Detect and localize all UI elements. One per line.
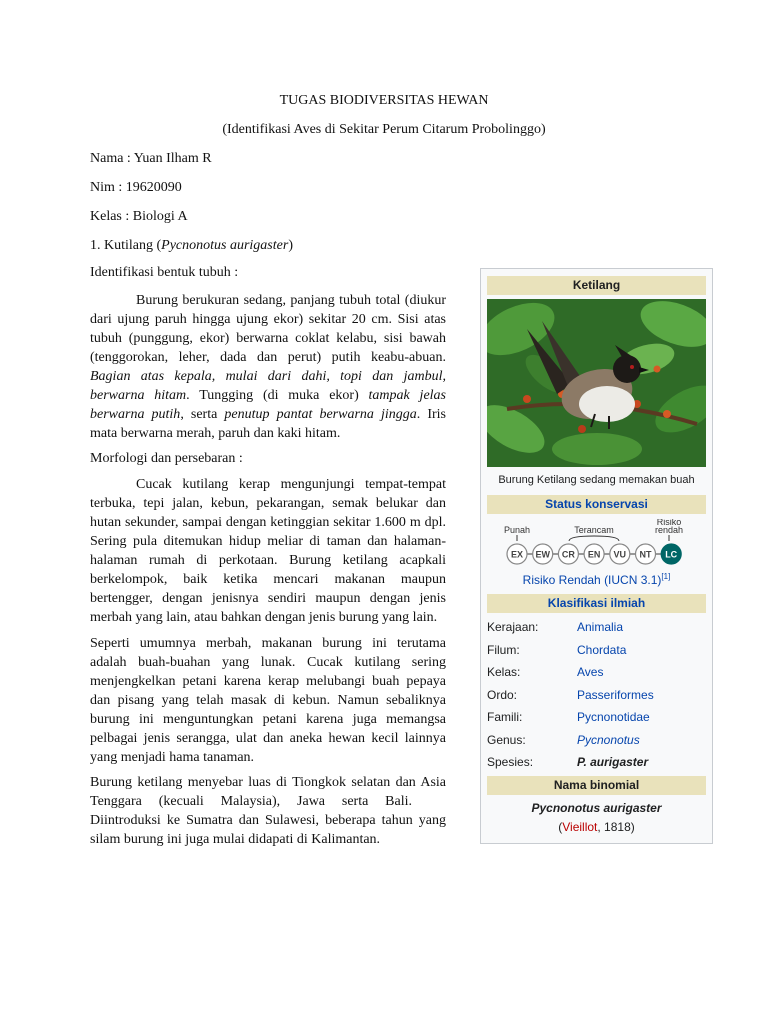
classification-value[interactable]: Chordata xyxy=(577,642,627,657)
classification-rank: Famili: xyxy=(487,710,523,724)
status-code-nt: NT xyxy=(639,549,652,560)
classification-value[interactable]: Pycnonotidae xyxy=(577,710,650,724)
classification-row xyxy=(487,665,706,683)
authority-open: ( xyxy=(558,820,563,834)
classification-header[interactable]: Klasifikasi ilmiah xyxy=(487,594,706,613)
species-prefix: 1. Kutilang ( xyxy=(90,238,162,253)
identification-heading: Identifikasi bentuk tubuh : xyxy=(90,265,239,280)
classification-rank: Spesies: xyxy=(487,755,534,769)
binomial-header: Nama binomial xyxy=(487,776,706,795)
p1-italic-b: Bagian atas kepala, mulai dari dahi, topi dan jambul, berwarna hitam xyxy=(90,369,446,403)
classification-row xyxy=(487,688,706,706)
classification-value[interactable]: Passeriformes xyxy=(577,687,654,702)
p1-text-c: . Tungging (di muka ekor) xyxy=(186,388,369,403)
document-title: TUGAS BIODIVERSITAS HEWAN xyxy=(279,93,489,108)
status-code-cr: CR xyxy=(561,549,575,560)
distribution-paragraph xyxy=(90,773,446,849)
classification-rank: Kelas: xyxy=(487,665,521,679)
identification-paragraph xyxy=(90,291,446,443)
scale-label-rendah: rendah xyxy=(654,525,684,535)
classification-row xyxy=(487,643,706,661)
morphology-heading: Morfologi dan persebaran : xyxy=(90,451,243,466)
p2-text: Cucak kutilang kerap mengunjungi tempat-tempat terbuka, tepi jalan, kebun, pekarangan, semak belukar dan hutan sekunder, sampai dengan ketinggian sekitar 1.600 m dpl. Sering pula ditemukan hidup meliar di taman dan halaman-halaman rumah di perkotaan. Burung ketilang acapkali berkelompok, baik ketika mencari makanan maupun bertengger, dengan jenisnya sendiri maupun dengan jenis merbah yang lain, atau bahkan dengan jenis burung yang lain. xyxy=(90,477,446,625)
student-class: Kelas : Biologi A xyxy=(90,209,188,224)
p1-text-g: . Iris mata berwarna merah, paruh dan kaki hitam. xyxy=(90,407,446,441)
p4-text-a: Burung ketilang menyebar luas di Tiongkok selatan dan Asia Tenggara (kecuali Malaysia), Jawa serta Bali. xyxy=(90,775,446,809)
p1-italic-f: penutup pantat berwarna jingga xyxy=(224,407,417,422)
student-name: Nama : Yuan Ilham R xyxy=(90,151,212,166)
classification-value[interactable]: Pycnonotus xyxy=(577,732,640,747)
risk-status-line xyxy=(481,572,712,587)
diet-paragraph: Seperti umumnya merbah, makanan burung ini terutama adalah buah-buahan yang lunak. Cucak kutilang sering menjengkelkan petani karena kerap melubangi buah pepaya dan pisang yang telah masak di kebun. Namun sebaliknya burung ini menguntungkan petani karena juga memangsa pelbagai jenis serangga, ulat dan aneka hewan kecil lainnya yang menjadi hama tanaman. xyxy=(90,636,446,765)
species-suffix: ) xyxy=(288,238,293,253)
p1-italic-d: tampak jelas berwarna putih xyxy=(90,388,447,422)
status-code-lc: LC xyxy=(665,549,678,560)
authority-year: , 1818) xyxy=(597,820,635,834)
classification-value[interactable]: Animalia xyxy=(577,620,624,634)
document-subtitle: (Identifikasi Aves di Sekitar Perum Citarum Probolinggo) xyxy=(222,122,546,137)
classification-rank: Filum: xyxy=(487,642,520,657)
scale-label-terancam: Terancam xyxy=(574,525,614,535)
classification-row xyxy=(487,755,706,773)
taxobox-title: Ketilang xyxy=(487,276,706,295)
iucn-source[interactable]: (IUCN 3.1) xyxy=(604,573,662,587)
status-code-ex: EX xyxy=(510,549,524,560)
classification-rank: Genus: xyxy=(487,732,526,747)
p4-text-b: Diintroduksi ke Sumatra dan Sulawesi, beberapa tahun yang silam burung ini juga mulai didapati di Kalimantan. xyxy=(90,813,446,847)
p1-text-e: , serta xyxy=(180,407,225,422)
species-latin-name: Pycnonotus aurigaster xyxy=(161,238,289,253)
classification-row xyxy=(487,710,706,728)
status-code-ew: EW xyxy=(535,549,550,560)
classification-rank: Ordo: xyxy=(487,687,518,702)
student-nim: Nim : 19620090 xyxy=(90,180,182,195)
scale-label-punah: Punah xyxy=(503,525,531,535)
binomial-authority xyxy=(481,820,712,834)
species-heading xyxy=(90,238,293,254)
authority-link[interactable]: Vieillot xyxy=(562,820,598,834)
p1-text-a: Burung berukuran sedang, panjang tubuh total (diukur dari ujung paruh hingga ujung ekor) sekitar 20 cm. Sisi atas tubuh (punggung, ekor) berwarna coklat kelabu, sisi bawah (tenggorokan, leher, dada dan perut) putih keabu-abuan. xyxy=(90,293,446,365)
binomial-name: Pycnonotus aurigaster xyxy=(531,801,662,815)
classification-row xyxy=(487,733,706,751)
reference-link[interactable]: [1] xyxy=(661,572,671,581)
bird-photo[interactable] xyxy=(487,299,706,467)
status-code-en: EN xyxy=(587,549,601,560)
morphology-paragraph xyxy=(90,475,446,627)
risk-status-link[interactable]: Risiko Rendah xyxy=(522,573,601,587)
classification-value[interactable]: Aves xyxy=(577,665,604,679)
classification-value: P. aurigaster xyxy=(577,755,649,769)
conservation-status-header[interactable]: Status konservasi xyxy=(487,495,706,514)
status-code-vu: VU xyxy=(613,549,627,560)
photo-caption: Burung Ketilang sedang memakan buah xyxy=(498,474,695,486)
scale-label-risiko: Risiko xyxy=(656,519,682,527)
classification-row xyxy=(487,620,706,638)
classification-rank: Kerajaan: xyxy=(487,620,539,634)
taxobox xyxy=(480,268,713,844)
